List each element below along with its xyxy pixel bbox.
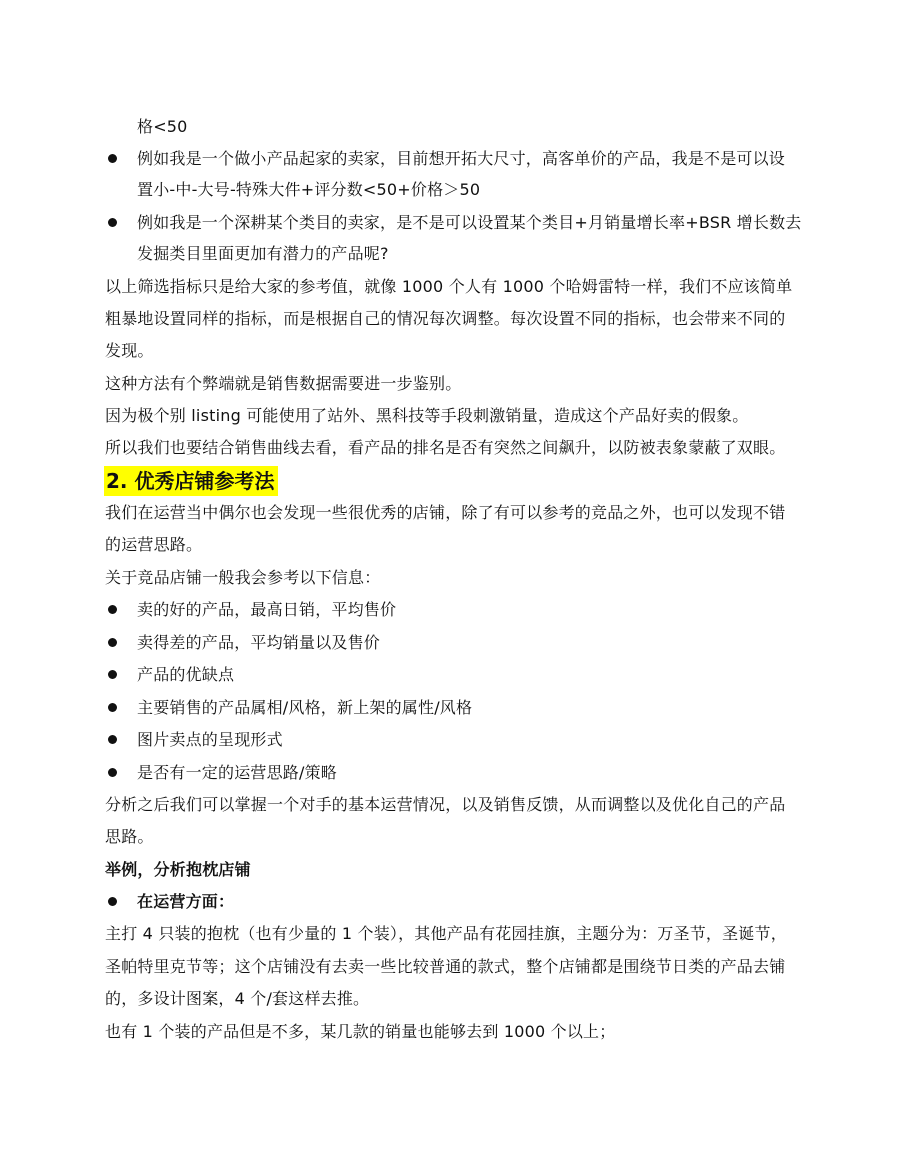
paragraph-line: 思路。: [105, 827, 154, 846]
list-item: 产品的优缺点: [137, 665, 235, 684]
paragraph-line: 主打 4 只装的抱枕（也有少量的 1 个装），其他产品有花园挂旗，主题分为：万圣节，圣诞节，: [105, 924, 787, 943]
list-item: 卖得差的产品，平均销量以及售价: [137, 633, 381, 652]
bullet-dot-icon: [108, 638, 117, 647]
paragraph-line: 粗暴地设置同样的指标，而是根据自己的情况每次调整。每次设置不同的指标，也会带来不同的: [105, 309, 786, 328]
bullet-dot-icon: [108, 605, 117, 614]
paragraph-line: 我们在运营当中偶尔也会发现一些很优秀的店铺，除了有可以参考的竞品之外，也可以发现不错: [105, 503, 786, 522]
bullet-continuation-line: 格<50: [137, 117, 188, 136]
paragraph-line: 这种方法有个弊端就是销售数据需要进一步鉴别。: [105, 374, 462, 393]
paragraph-line: 以上筛选指标只是给大家的参考值，就像 1000 个人有 1000 个哈姆雷特一样，我们不应该简单: [105, 277, 793, 296]
paragraph-line: 圣帕特里克节等；这个店铺没有去卖一些比较普通的款式，整个店铺都是围绕节日类的产品去铺: [105, 957, 786, 976]
paragraph-line: 发现。: [105, 341, 154, 360]
paragraph-line: 的，多设计图案，4 个/套这样去推。: [105, 989, 370, 1008]
paragraph-line: 分析之后我们可以掌握一个对手的基本运营情况，以及销售反馈，从而调整以及优化自己的产品: [105, 795, 786, 814]
bullet-item-heading: 在运营方面：: [137, 892, 235, 911]
bullet-item-line: 例如我是一个做小产品起家的卖家，目前想开拓大尺寸，高客单价的产品，我是不是可以设: [137, 149, 786, 168]
bullet-item-line: 发掘类目里面更加有潜力的产品呢?: [137, 244, 389, 263]
bullet-item-line: 置小-中-大号-特殊大件+评分数<50+价格＞50: [137, 180, 481, 199]
list-item: 图片卖点的呈现形式: [137, 730, 283, 749]
section-heading: 2. 优秀店铺参考法: [104, 466, 278, 496]
list-item: 主要销售的产品属相/风格，新上架的属性/风格: [137, 698, 473, 717]
list-item: 是否有一定的运营思路/策略: [137, 763, 337, 782]
list-item: 卖的好的产品，最高日销，平均售价: [137, 600, 397, 619]
bullet-dot-icon: [108, 670, 117, 679]
bullet-item-line: 例如我是一个深耕某个类目的卖家，是不是可以设置某个类目+月销量增长率+BSR 增长数去: [137, 213, 802, 232]
paragraph-line: 也有 1 个装的产品但是不多，某几款的销量也能够去到 1000 个以上；: [105, 1022, 616, 1041]
paragraph-line: 因为极个别 listing 可能使用了站外、黑科技等手段刺激销量，造成这个产品好卖的假象。: [105, 406, 749, 425]
example-title: 举例，分析抱枕店铺: [105, 860, 251, 879]
bullet-dot-icon: [108, 768, 117, 777]
bullet-dot-icon: [108, 154, 117, 163]
paragraph-line: 关于竞品店铺一般我会参考以下信息：: [105, 568, 381, 587]
bullet-dot-icon: [108, 703, 117, 712]
bullet-dot-icon: [108, 735, 117, 744]
bullet-dot-icon: [108, 897, 117, 906]
bullet-dot-icon: [108, 218, 117, 227]
paragraph-line: 的运营思路。: [105, 535, 203, 554]
paragraph-line: 所以我们也要结合销售曲线去看，看产品的排名是否有突然之间飙升，以防被表象蒙蔽了双眼。: [105, 438, 786, 457]
